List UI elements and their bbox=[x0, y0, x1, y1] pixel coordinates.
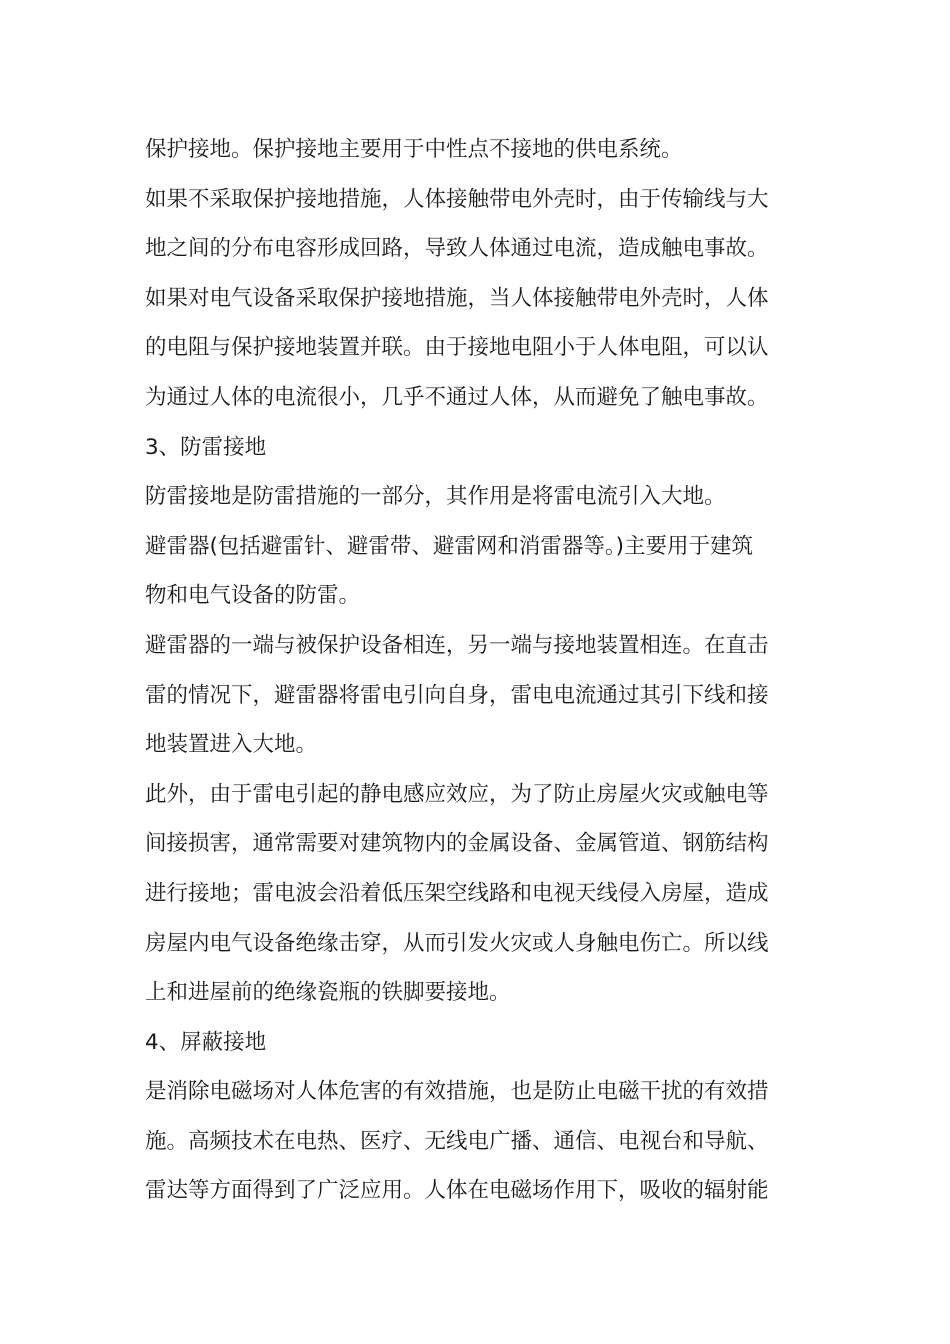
text-line: 雷达等方面得到了广泛应用。人体在电磁场作用下，吸收的辐射能 bbox=[145, 1178, 769, 1204]
text-line: 物和电气设备的防雷。 bbox=[145, 583, 361, 609]
text-line: 如果对电气设备采取保护接地措施，当人体接触带电外壳时，人体 bbox=[145, 285, 769, 311]
text-line: 保护接地。保护接地主要用于中性点不接地的供电系统。 bbox=[145, 137, 683, 162]
text-line: 间接损害，通常需要对建筑物内的金属设备、金属管道、钢筋结构 bbox=[145, 831, 769, 857]
text-line: 的电阻与保护接地装置并联。由于接地电阻小于人体电阻，可以认 bbox=[145, 335, 769, 361]
text-line: 如果不采取保护接地措施，人体接触带电外壳时，由于传输线与大 bbox=[145, 186, 769, 212]
text-line: 雷的情况下，避雷器将雷电引向自身，雷电电流通过其引下线和接 bbox=[145, 682, 769, 708]
section-heading: 3、防雷接地 bbox=[145, 434, 267, 460]
section-heading: 4、屏蔽接地 bbox=[145, 1029, 267, 1055]
text-line: 施。高频技术在电热、医疗、无线电广播、通信、电视台和导航、 bbox=[145, 1128, 769, 1154]
text-line: 地装置进入大地。 bbox=[145, 732, 318, 758]
document-body bbox=[145, 125, 810, 1216]
text-line: 避雷器的一端与被保护设备相连，另一端与接地装置相连。在直击 bbox=[145, 632, 769, 658]
text-line: 避雷器(包括避雷针、避雷带、避雷网和消雷器等。)主要用于建筑 bbox=[145, 533, 754, 559]
text-line: 房屋内电气设备绝缘击穿，从而引发火灾或人身触电伤亡。所以线 bbox=[145, 930, 769, 956]
text-line: 是消除电磁场对人体危害的有效措施，也是防止电磁干扰的有效措 bbox=[145, 1079, 769, 1105]
text-line: 进行接地；雷电波会沿着低压架空线路和电视天线侵入房屋，造成 bbox=[145, 880, 769, 906]
text-line: 上和进屋前的绝缘瓷瓶的铁脚要接地。 bbox=[145, 980, 511, 1006]
text-line: 为通过人体的电流很小，几乎不通过人体，从而避免了触电事故。 bbox=[145, 384, 769, 410]
text-line: 此外，由于雷电引起的静电感应效应，为了防止房屋火灾或触电等 bbox=[145, 781, 769, 807]
text-line: 地之间的分布电容形成回路，导致人体通过电流，造成触电事故。 bbox=[145, 236, 769, 262]
text-line: 防雷接地是防雷措施的一部分，其作用是将雷电流引入大地。 bbox=[145, 484, 726, 510]
